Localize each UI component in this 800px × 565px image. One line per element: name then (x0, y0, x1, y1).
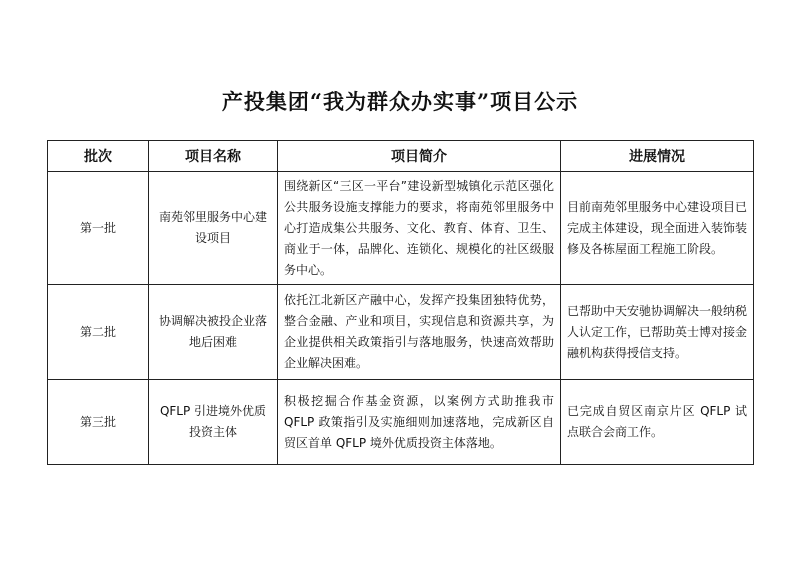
cell-project-name: 南苑邻里服务中心建设项目 (149, 172, 278, 285)
header-project-name: 项目名称 (149, 141, 278, 172)
cell-project-summary: 依托江北新区产融中心，发挥产投集团独特优势，整合金融、产业和项目，实现信息和资源共享，为企业提供相关政策指引与落地服务，快速高效帮助企业解决困难。 (278, 285, 561, 380)
cell-project-name: QFLP 引进境外优质投资主体 (149, 380, 278, 465)
cell-project-name: 协调解决被投企业落地后困难 (149, 285, 278, 380)
page-title: 产投集团“我为群众办实事”项目公示 (221, 89, 579, 114)
header-batch: 批次 (48, 141, 149, 172)
table-row (48, 285, 754, 380)
cell-batch: 第三批 (48, 380, 149, 465)
cell-batch: 第二批 (48, 285, 149, 380)
cell-progress: 目前南苑邻里服务中心建设项目已完成主体建设，现全面进入装饰装修及各栋屋面工程施工阶段。 (561, 172, 754, 285)
cell-project-summary: 围绕新区“三区一平台”建设新型城镇化示范区强化公共服务设施支撑能力的要求，将南苑邻里服务中心打造成集公共服务、文化、教育、体育、卫生、商业于一体，品牌化、连锁化、规模化的社区级服务中心。 (278, 172, 561, 285)
cell-progress: 已完成自贸区南京片区 QFLP 试点联合会商工作。 (561, 380, 754, 465)
table-header-row (48, 141, 754, 172)
cell-project-summary: 积极挖掘合作基金资源，以案例方式助推我市QFLP 政策指引及实施细则加速落地，完成新区自贸区首单 QFLP 境外优质投资主体落地。 (278, 380, 561, 465)
table-row (48, 172, 754, 285)
table-row (48, 380, 754, 465)
header-project-summary: 项目简介 (278, 141, 561, 172)
cell-batch: 第一批 (48, 172, 149, 285)
project-table (47, 140, 754, 465)
cell-progress: 已帮助中天安驰协调解决一般纳税人认定工作，已帮助英士博对接金融机构获得授信支持。 (561, 285, 754, 380)
header-progress: 进展情况 (561, 141, 754, 172)
